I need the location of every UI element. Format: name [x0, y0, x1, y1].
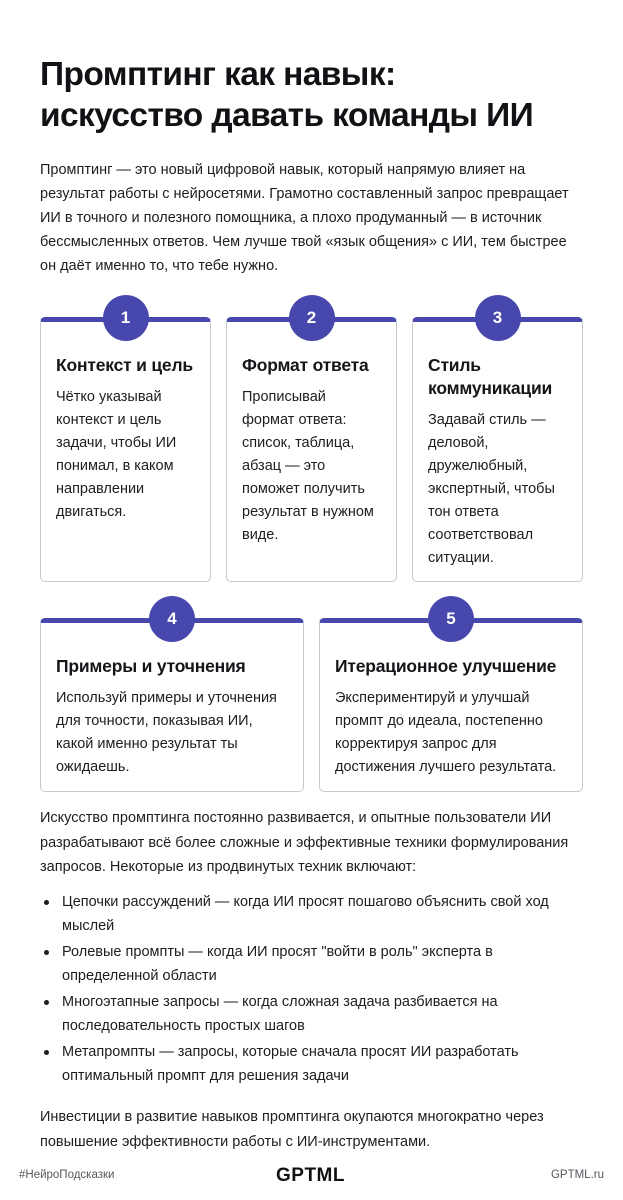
list-item-text: Метапромпты — запросы, которые сначала просят ИИ разработать оптимальный промпт для решения задачи: [62, 1044, 519, 1084]
card-text: Используй примеры и уточнения для точности, показывая ИИ, какой именно результат ты ожидаешь.: [56, 690, 277, 775]
card-text: Задавай стиль — деловой, дружелюбный, экспертный, чтобы тон ответа соответствовал ситуации.: [428, 412, 555, 566]
card-iterative-improvement: [319, 609, 583, 792]
list-item-text: Цепочки рассуждений — когда ИИ просят пошагово объяснить свой ход мыслей: [62, 894, 549, 934]
page: [40, 0, 583, 1150]
card-communication-style: [412, 308, 583, 582]
brand-logo: GPTML: [276, 1165, 345, 1186]
list-item: [40, 990, 583, 1038]
list-item: [40, 890, 583, 938]
footer: [0, 1164, 623, 1190]
bullet-dot-icon: [44, 900, 49, 905]
bullet-dot-icon: [44, 1000, 49, 1005]
page-title-line-1: Промптинг как навык:: [40, 56, 396, 93]
bullet-dot-icon: [44, 1050, 49, 1055]
card-examples-clarifications: [40, 609, 304, 792]
card-number-badge: 5: [428, 596, 474, 642]
card-title: Контекст и цель: [56, 355, 193, 375]
footer-hashtag: #НейроПодсказки: [19, 1169, 115, 1181]
page-title-line-2: искусство давать команды ИИ: [40, 97, 534, 134]
card-answer-format: [226, 308, 397, 582]
card-context-goal: [40, 308, 211, 582]
intro-paragraph: Промптинг — это новый цифровой навык, который напрямую влияет на результат работы с нейросетями. Грамотно составленный запрос превращает ИИ в точного и полезного помощника, а плохо продуманный — в источник бессмысленных ответов. Чем лучше твой «язык общения» с ИИ, тем быстрее он даёт именно то, что тебе нужно.: [40, 162, 569, 274]
list-item: [40, 1040, 583, 1088]
card-number-badge: 4: [149, 596, 195, 642]
list-item-text: Ролевые промпты — когда ИИ просят "войти в роль" эксперта в определенной области: [62, 944, 493, 984]
card-text: Экспериментируй и улучшай промпт до идеала, постепенно корректируя запрос для достижения лучшего результата.: [335, 690, 557, 775]
card-number-badge: 1: [103, 295, 149, 341]
bullet-dot-icon: [44, 950, 49, 955]
card-title: Примеры и уточнения: [56, 656, 246, 676]
advanced-techniques-paragraph: Искусство промптинга постоянно развивается, и опытные пользователи ИИ разрабатывают всё более сложные и эффективные техники формулирования запросов. Некоторые из продвинутых техник включают:: [40, 810, 569, 875]
conclusion-paragraph: Инвестиции в развитие навыков промптинга окупаются многократно через повышение эффективности работы с ИИ-инструментами.: [40, 1109, 544, 1150]
card-title: Стиль коммуникации: [428, 355, 553, 398]
footer-site-link[interactable]: GPTML.ru: [550, 1169, 604, 1181]
card-text: Прописывай формат ответа: список, таблица, абзац — это поможет получить результат в нужном виде.: [242, 389, 374, 543]
page-title: [40, 54, 583, 136]
card-title: Формат ответа: [242, 355, 369, 375]
card-text: Чётко указывай контекст и цель задачи, чтобы ИИ понимал, в каком направлении двигаться.: [56, 389, 177, 520]
techniques-list: [40, 890, 583, 1090]
list-item-text: Многоэтапные запросы — когда сложная задача разбивается на последовательность простых шагов: [62, 994, 498, 1034]
card-number-badge: 2: [289, 295, 335, 341]
card-number-badge: 3: [475, 295, 521, 341]
card-title: Итерационное улучшение: [335, 656, 557, 676]
list-item: [40, 940, 583, 988]
